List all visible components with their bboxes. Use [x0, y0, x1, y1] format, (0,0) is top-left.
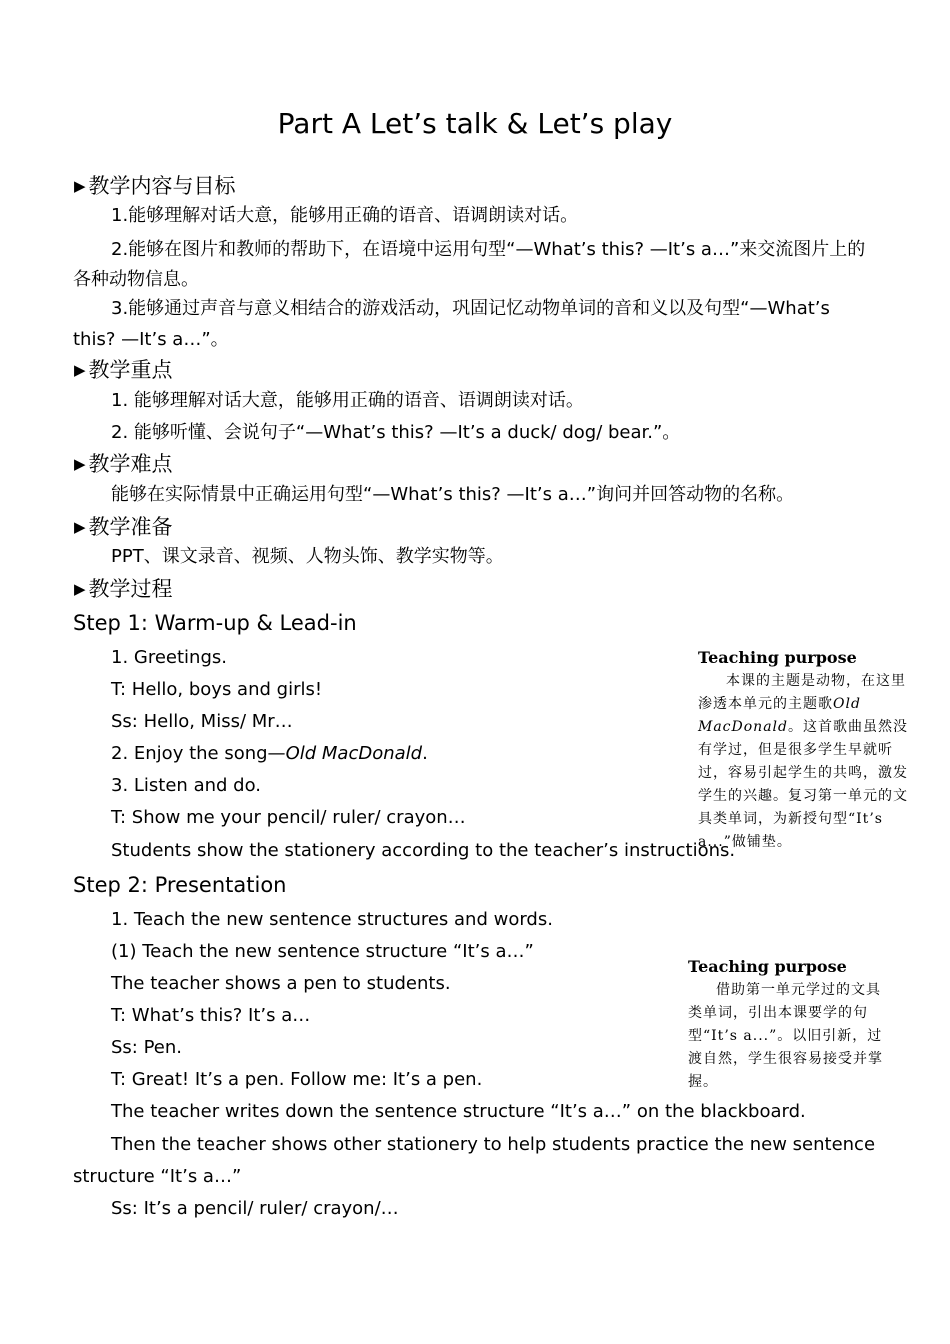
step1-line: 1. Greetings.	[111, 647, 227, 668]
step2-line: 1. Teach the new sentence structures and words.	[111, 909, 553, 930]
note-title: Teaching purpose	[688, 957, 847, 976]
section-heading-prep: ▶ 教学准备	[74, 515, 173, 539]
content-item-1: 1.能够理解对话大意，能够用正确的语音、语调朗读对话。	[111, 205, 579, 226]
step1-line: Ss: Hello, Miss/ Mr…	[111, 711, 293, 732]
triangle-bullet-icon: ▶	[74, 518, 86, 536]
note-body: 本课的主题是动物，在这里渗透本单元的主题歌Old MacDonald。这首歌曲虽然没有学过，但是很多学生早就听过，容易引起学生的共鸣，激发学生的兴趣。复习第一单元的文具类单词，为新授句型“It’s a...”做铺垫。	[698, 673, 908, 850]
song-title: Old MacDonald	[285, 743, 423, 764]
step2-line: (1) Teach the new sentence structure “It’s a…”	[111, 941, 534, 962]
step2-line: T: Great! It’s a pen. Follow me: It’s a pen.	[111, 1069, 483, 1090]
note-title: Teaching purpose	[698, 648, 857, 667]
step2-line: structure “It’s a…”	[73, 1166, 242, 1187]
page-title: Part A Let’s talk & Let’s play	[277, 107, 673, 140]
note-body: 借助第一单元学过的文具类单词，引出本课要学的句型“It’s a...”。以旧引新，过渡自然，学生很容易接受并掌握。	[688, 982, 883, 1090]
content-item-2: 2.能够在图片和教师的帮助下，在语境中运用句型“—What’s this? —It’s a…”来交流图片上的各种动物信息。	[73, 239, 866, 290]
triangle-bullet-icon: ▶	[74, 361, 86, 379]
step2-line: T: What’s this? It’s a…	[111, 1005, 311, 1026]
step2-line: Ss: Pen.	[111, 1037, 183, 1058]
difficult-item-1: 能够在实际情景中正确运用句型“—What’s this? —It’s a…”询问并回答动物的名称。	[111, 484, 795, 505]
step1-line: T: Show me your pencil/ ruler/ crayon…	[111, 807, 466, 828]
step2-line: The teacher writes down the sentence structure “It’s a…” on the blackboard.	[111, 1101, 806, 1122]
section-heading-key: ▶ 教学重点	[74, 358, 173, 382]
step1-line: 3. Listen and do.	[111, 775, 261, 796]
step2-line: Then the teacher shows other stationery to help students practice the new sentence	[111, 1134, 876, 1155]
step1-heading: Step 1: Warm-up & Lead-in	[73, 611, 357, 635]
step1-line: Students show the stationery according to the teacher’s instructions.	[111, 840, 736, 861]
key-item-1: 1. 能够理解对话大意，能够用正确的语音、语调朗读对话。	[111, 390, 584, 411]
section-heading-process: ▶ 教学过程	[74, 577, 173, 601]
step2-line: Ss: It’s a pencil/ ruler/ crayon/…	[111, 1198, 399, 1219]
step2-heading: Step 2: Presentation	[73, 873, 287, 897]
content-item-3: 3.能够通过声音与意义相结合的游戏活动，巩固记忆动物单词的音和义以及句型“—What’s this? —It’s a…”。	[73, 298, 830, 350]
step1-line-song: 2. Enjoy the song—Old MacDonald.	[111, 743, 428, 764]
key-item-2: 2. 能够听懂、会说句子“—What’s this? —It’s a duck/ dog/ bear.”。	[111, 422, 681, 443]
triangle-bullet-icon: ▶	[74, 455, 86, 473]
teaching-purpose-note-2	[688, 955, 892, 1094]
teaching-purpose-note-1	[698, 646, 910, 854]
step1-line: T: Hello, boys and girls!	[111, 679, 323, 700]
triangle-bullet-icon: ▶	[74, 580, 86, 598]
step2-line: The teacher shows a pen to students.	[111, 973, 451, 994]
prep-item-1: PPT、课文录音、视频、人物头饰、教学实物等。	[111, 546, 504, 567]
section-heading-content: ▶ 教学内容与目标	[74, 174, 236, 198]
triangle-bullet-icon: ▶	[74, 177, 86, 195]
section-heading-difficult: ▶ 教学难点	[74, 452, 173, 476]
